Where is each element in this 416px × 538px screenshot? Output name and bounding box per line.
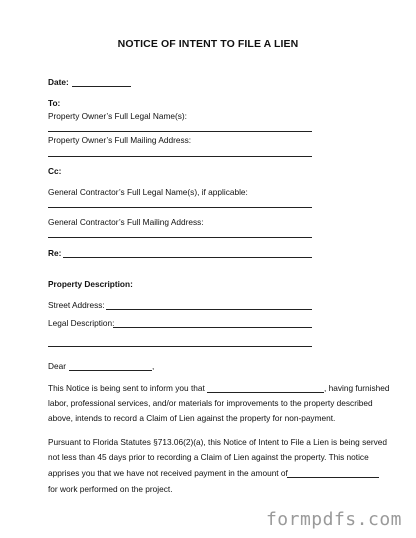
claimant-name-field[interactable]	[207, 392, 324, 393]
dear-label: Dear	[48, 361, 66, 371]
contractor-address-field[interactable]	[48, 237, 312, 238]
owner-address-field[interactable]	[48, 156, 312, 157]
watermark: formpdfs.com	[265, 509, 402, 530]
owner-address-label: Property Owner’s Full Mailing Address:	[48, 135, 192, 145]
contractor-name-label: General Contractor’s Full Legal Name(s), if applicable:	[48, 187, 248, 197]
property-description-label: Property Description:	[48, 279, 133, 289]
legal-description-label: Legal Description:	[48, 318, 115, 328]
re-field[interactable]	[63, 257, 312, 258]
para1-line1-b: , having furnished	[324, 383, 390, 393]
para1-line3: above, intends to record a Claim of Lien against the property for non-payment.	[48, 413, 336, 423]
amount-field[interactable]	[287, 477, 379, 478]
legal-description-line-2[interactable]	[48, 346, 312, 347]
para1-line2: labor, professional services, and/or materials for improvements to the property described	[48, 398, 373, 408]
date-field[interactable]	[72, 86, 131, 87]
form-title: NOTICE OF INTENT TO FILE A LIEN	[117, 38, 299, 50]
para1-line1-a: This Notice is being sent to inform you that	[48, 383, 205, 393]
cc-label: Cc:	[48, 166, 62, 176]
legal-description-field[interactable]	[113, 327, 312, 328]
para2-line1: Pursuant to Florida Statutes §713.06(2)(a), this Notice of Intent to File a Lien is being served	[48, 437, 387, 447]
contractor-address-label: General Contractor’s Full Mailing Address:	[48, 217, 204, 227]
contractor-name-field[interactable]	[48, 207, 312, 208]
para2-line3: apprises you that we have not received payment in the amount of	[48, 468, 288, 478]
to-label: To:	[48, 98, 61, 108]
date-label: Date:	[48, 77, 69, 87]
dear-comma: ,	[152, 361, 155, 371]
para2-line4: for work performed on the project.	[48, 484, 173, 494]
street-address-field[interactable]	[106, 309, 312, 310]
owner-name-field[interactable]	[48, 131, 312, 132]
owner-name-label: Property Owner’s Full Legal Name(s):	[48, 111, 187, 121]
para2-line2: not less than 45 days prior to recording a Claim of Lien against the property. This notice	[48, 452, 369, 462]
street-address-label: Street Address:	[48, 300, 105, 310]
dear-name-field[interactable]	[69, 370, 152, 371]
re-label: Re:	[48, 248, 62, 258]
